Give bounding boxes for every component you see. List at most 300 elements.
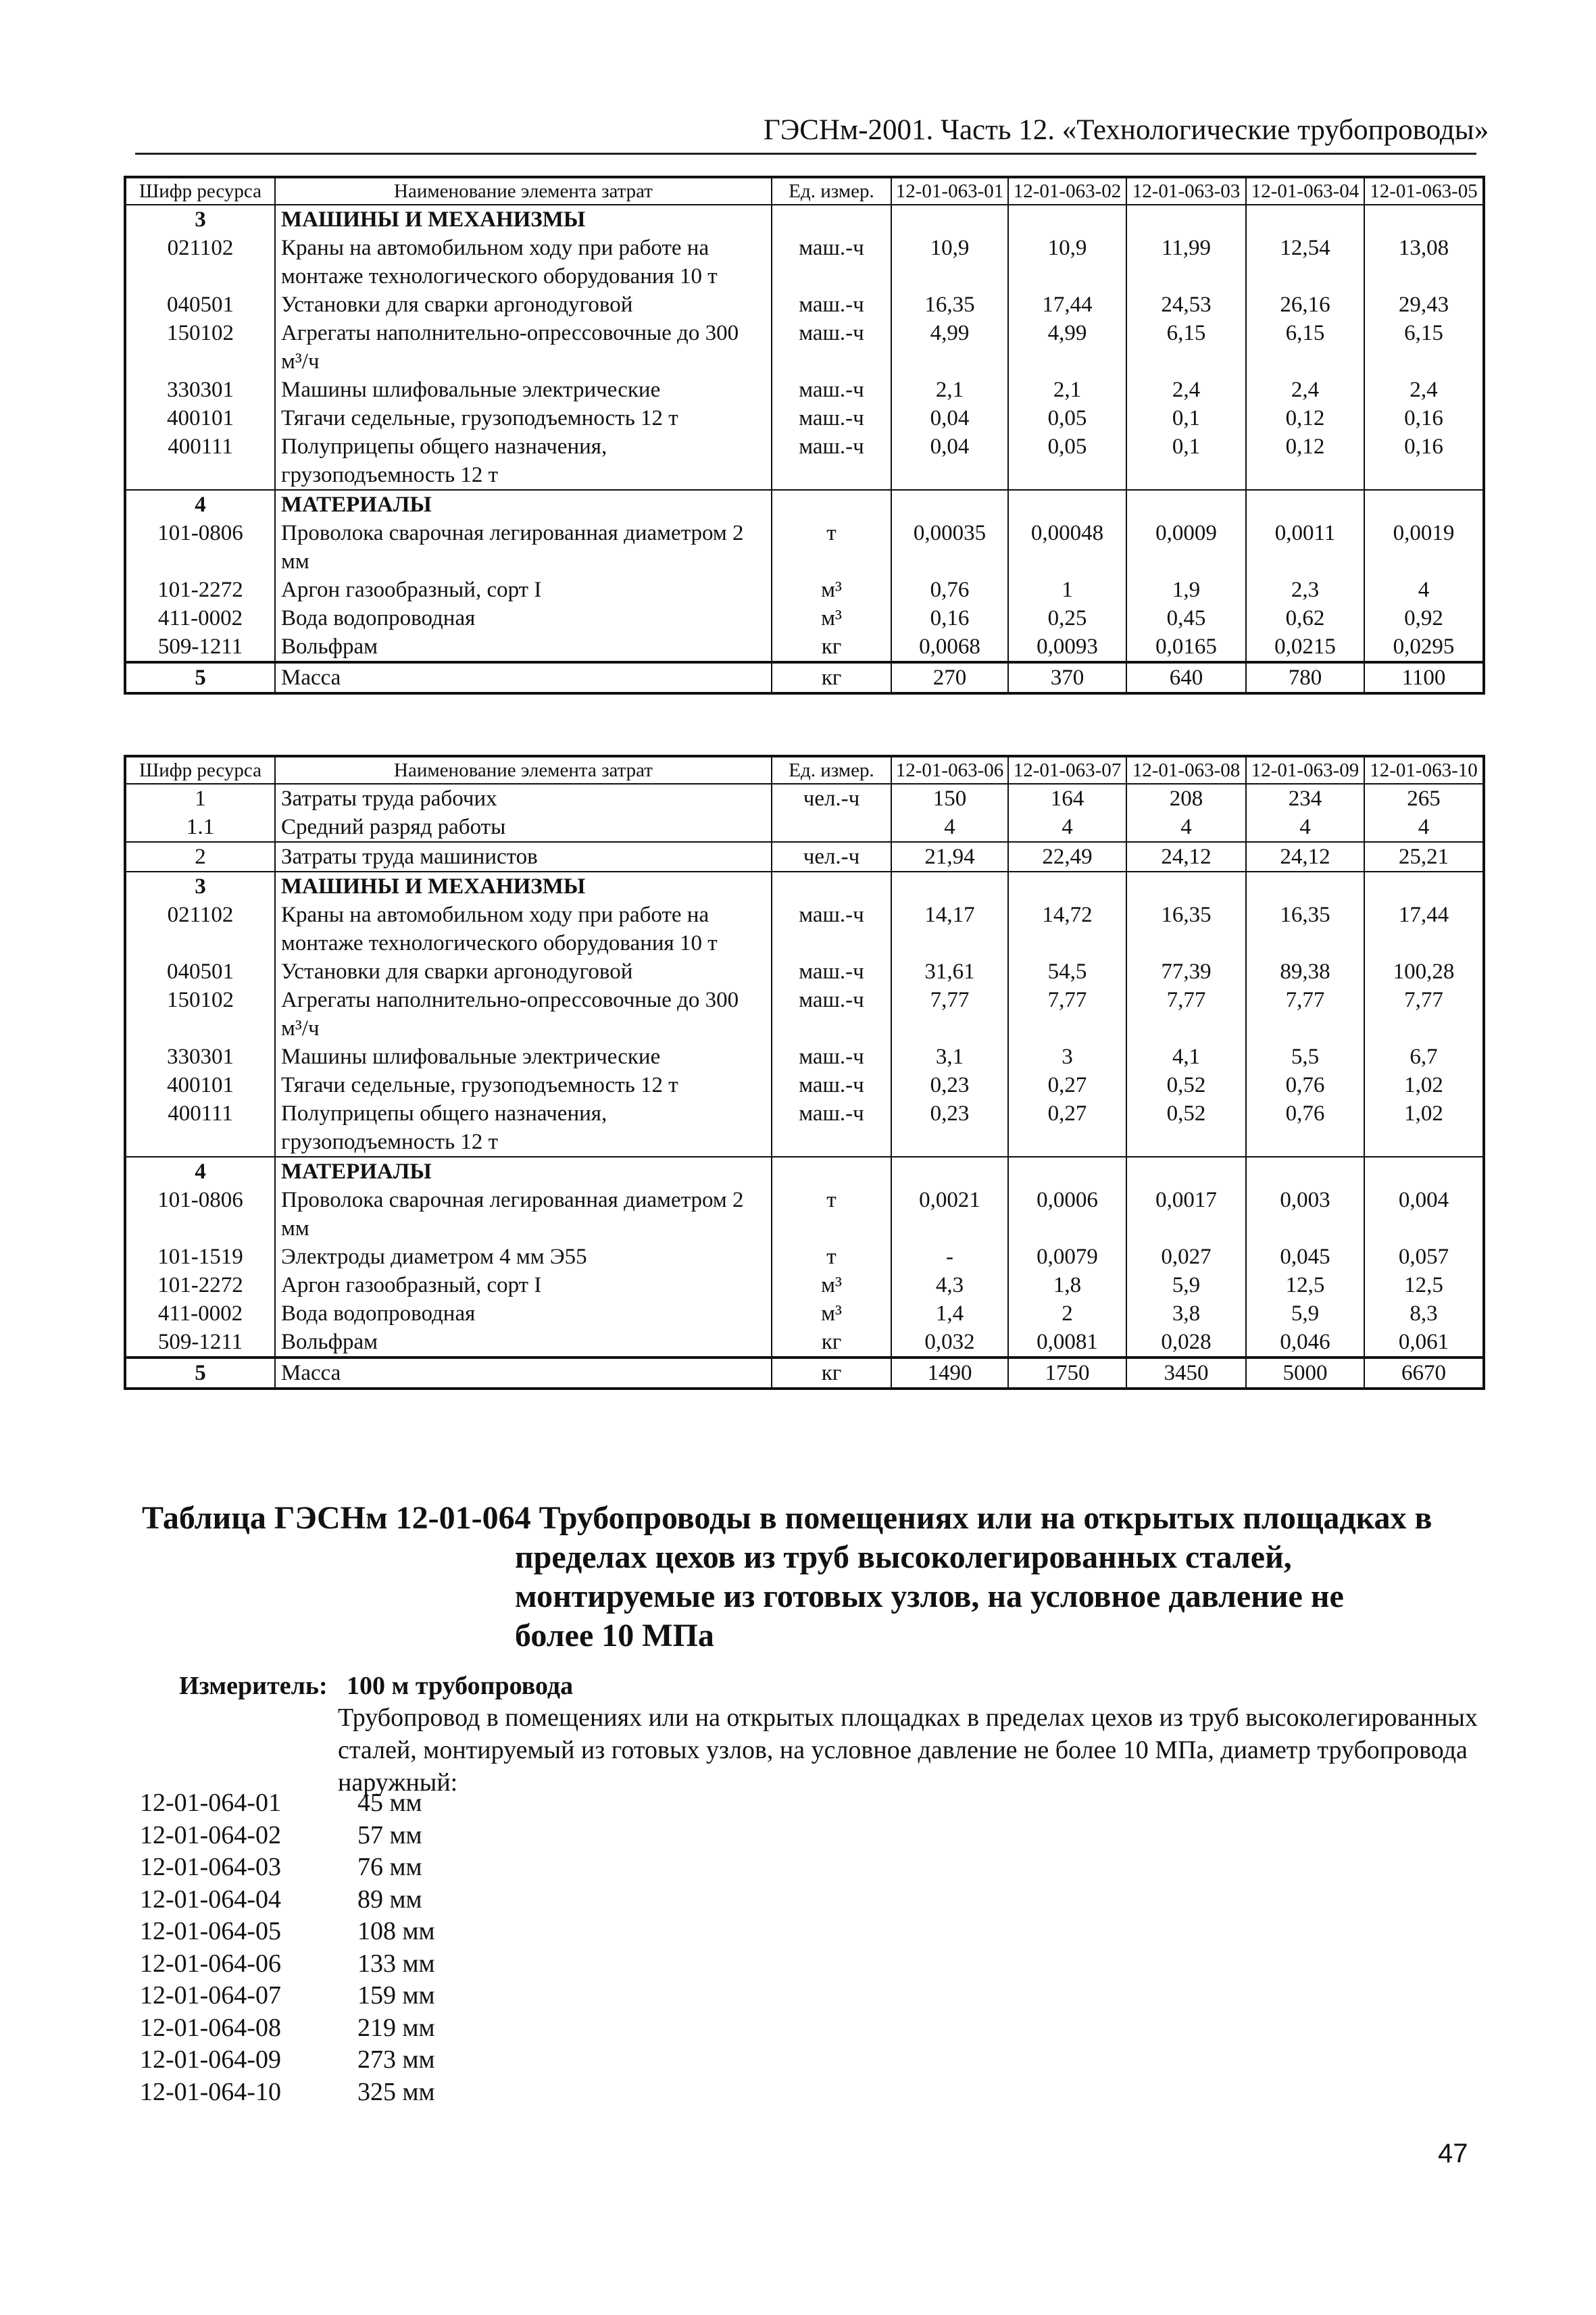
value-cell [891,872,1008,901]
value-cell: 54,5 [1008,957,1126,986]
value-cell: 2,3 [1246,576,1364,604]
unit-cell: чел.-ч [772,842,891,872]
value-cell [1126,205,1246,234]
value-cell: 0,00048 [1008,519,1126,576]
value-cell: 1100 [1364,662,1484,693]
value-cell: 0,16 [1404,406,1443,430]
list-item [140,2044,435,2076]
value-cell: 24,12 [1126,842,1246,872]
header-rule [135,153,1476,155]
value-cell: 4,99 [1008,319,1126,376]
item-diameter: 45 мм [357,1789,422,1817]
table-row [125,872,1484,901]
table-1-body [125,205,1484,693]
value-cell [1126,872,1246,901]
unit-cell: м³ [772,604,891,632]
resource-code-cell: 3 [125,205,275,234]
item-code: 12-01-064-03 [140,1853,281,1881]
unit-cell: маш.-ч [772,1043,891,1071]
value-cell: 0,76 [891,576,1008,604]
list-item [140,2076,435,2109]
value-cell: 12,5 [1404,1273,1443,1297]
resource-name-cell: Аргон газообразный, сорт I [275,576,772,604]
value-cell: 5,9 [1246,1299,1364,1328]
item-code: 12-01-064-10 [140,2077,281,2106]
unit-cell [772,872,891,901]
meter-value: 100 м трубопровода [347,1672,574,1700]
resource-code-cell: 101-0806 [125,519,275,576]
table-row [125,576,1484,604]
header-unit: Ед. измер. [772,177,891,205]
value-cell: 1,02 [1404,1073,1443,1097]
value-cell: 10,9 [1008,234,1126,291]
value-cell: 0,23 [891,1099,1008,1157]
table-row [125,1071,1484,1099]
table-row [125,234,1484,291]
value-cell: 1 [1008,576,1126,604]
value-cell: 4 [1418,578,1430,602]
resource-name-cell: Краны на автомобильном ходу при работе на монтаже технологического оборудования 10 т [275,901,772,957]
list-item [140,1948,435,1981]
value-cell: 4,1 [1126,1043,1246,1071]
value-cell [1246,872,1364,901]
header-col-3: 12-01-063-08 [1126,756,1246,784]
value-cell: 29,43 [1398,293,1449,317]
resource-name-cell: Машины шлифовальные электрические [275,376,772,404]
value-cell: 10,9 [891,234,1008,291]
value-cell: 0,0215 [1246,632,1364,662]
item-diameter: 219 мм [357,2013,435,2042]
value-cell: 7,77 [1404,988,1443,1012]
value-cell: 0,0009 [1126,519,1246,576]
resource-name-cell: Вольфрам [275,632,772,662]
value-cell: 640 [1126,662,1246,693]
resource-code-cell: 400101 [125,1071,275,1099]
resource-name-cell: Электроды диаметром 4 мм Э55 [275,1243,772,1271]
table-row [125,1271,1484,1299]
value-cell: 208 [1126,784,1246,813]
resource-code-cell: 330301 [125,376,275,404]
value-cell: 0,76 [1246,1099,1364,1157]
unit-cell: кг [772,1328,891,1358]
value-cell: 0,0019 [1393,521,1455,545]
unit-cell: чел.-ч [772,784,891,813]
value-cell: 0,76 [1246,1071,1364,1099]
unit-cell: маш.-ч [772,376,891,404]
unit-cell: т [772,519,891,576]
resource-code-cell: 101-0806 [125,1186,275,1243]
table-row [125,813,1484,842]
value-cell: 3 [1008,1043,1126,1071]
value-cell: 0,046 [1246,1328,1364,1358]
item-list [140,1787,435,2108]
value-cell: 5,9 [1126,1271,1246,1299]
item-diameter: 89 мм [357,1885,422,1914]
table-row [125,404,1484,432]
header-col-1: 12-01-063-06 [891,756,1008,784]
unit-cell [772,1157,891,1186]
table-row [125,662,1484,693]
list-item [140,1787,435,1820]
value-cell: 4 [1418,815,1430,839]
value-cell: 13,08 [1398,236,1449,260]
value-cell: 26,16 [1246,291,1364,319]
value-cell: 0,0093 [1008,632,1126,662]
value-cell: 77,39 [1126,957,1246,986]
header-col-3: 12-01-063-03 [1126,177,1246,205]
unit-cell [772,205,891,234]
item-diameter: 133 мм [357,1949,435,1978]
resource-code-cell: 411-0002 [125,1299,275,1328]
value-cell: 0,92 [1404,606,1443,630]
resource-name-cell: МАШИНЫ И МЕХАНИЗМЫ [275,872,772,901]
table-row [125,1358,1484,1389]
table-row [125,986,1484,1043]
unit-cell: м³ [772,1299,891,1328]
value-cell: 1750 [1008,1358,1126,1389]
value-cell: 370 [1008,662,1126,693]
resource-name-cell: МАШИНЫ И МЕХАНИЗМЫ [275,205,772,234]
resource-name-cell: МАТЕРИАЛЫ [275,490,772,519]
item-diameter: 76 мм [357,1853,422,1881]
value-cell: 7,77 [1008,986,1126,1043]
unit-cell: м³ [772,576,891,604]
list-item [140,1916,435,1948]
resource-code-cell: 509-1211 [125,632,275,662]
value-cell: 0,04 [891,432,1008,490]
resource-code-cell: 5 [125,662,275,693]
unit-cell: маш.-ч [772,404,891,432]
value-cell: 0,05 [1008,404,1126,432]
resource-name-cell: Тягачи седельные, грузоподъемность 12 т [275,1071,772,1099]
value-cell: 0,0006 [1008,1186,1126,1243]
resource-name-cell: Проволока сварочная легированная диаметром 2 мм [275,519,772,576]
value-cell: 14,72 [1008,901,1126,957]
value-cell: 0,0021 [891,1186,1008,1243]
resource-name-cell: Тягачи седельные, грузоподъемность 12 т [275,404,772,432]
value-cell: 0,62 [1246,604,1364,632]
value-cell: 12,54 [1246,234,1364,291]
resource-code-cell: 400101 [125,404,275,432]
item-code: 12-01-064-09 [140,2045,281,2074]
value-cell: 234 [1246,784,1364,813]
resource-code-cell: 1.1 [125,813,275,842]
resource-code-cell: 040501 [125,291,275,319]
value-cell: 1,4 [891,1299,1008,1328]
unit-cell: маш.-ч [772,901,891,957]
work-description: Трубопровод в помещениях или на открытых площадках в пределах цехов из труб высоколегированных сталей, монтируемый из готовых узлов, на условное давление не более 10 МПа, диаметр трубопровода наружный: [338,1703,1478,1797]
value-cell: 0,0017 [1126,1186,1246,1243]
resource-code-cell: 2 [125,842,275,872]
resource-name-cell: Масса [275,1358,772,1389]
item-code: 12-01-064-05 [140,1917,281,1945]
table-row [125,957,1484,986]
value-cell: 4,3 [891,1271,1008,1299]
resource-code-cell: 509-1211 [125,1328,275,1358]
value-cell: 0,061 [1398,1330,1449,1354]
resource-name-cell: Машины шлифовальные электрические [275,1043,772,1071]
value-cell [1246,1157,1364,1186]
header-col-4: 12-01-063-04 [1246,177,1364,205]
resource-name-cell: МАТЕРИАЛЫ [275,1157,772,1186]
resource-code-cell: 4 [125,1157,275,1186]
value-cell: 0,045 [1246,1243,1364,1271]
value-cell: 0,52 [1126,1071,1246,1099]
unit-cell: маш.-ч [772,234,891,291]
value-cell: 11,99 [1126,234,1246,291]
unit-cell: т [772,1243,891,1271]
value-cell: 0,27 [1008,1071,1126,1099]
value-cell: 0,0079 [1008,1243,1126,1271]
value-cell [1364,1157,1484,1186]
value-cell: 0,0165 [1126,632,1246,662]
value-cell: 1490 [891,1358,1008,1389]
resource-code-cell: 400111 [125,432,275,490]
value-cell: 1,8 [1008,1271,1126,1299]
value-cell: 0,1 [1126,432,1246,490]
resource-name-cell: Агрегаты наполнительно-опрессовочные до 300 м³/ч [275,319,772,376]
resource-code-cell: 3 [125,872,275,901]
table-heading-line-1: Таблица ГЭСНм 12-01-064 Трубопроводы в помещениях или на открытых площадках в [142,1500,1432,1536]
value-cell: 6,15 [1126,319,1246,376]
value-cell: 7,77 [1126,986,1246,1043]
list-item [140,1884,435,1916]
resource-name-cell: Средний разряд работы [275,813,772,842]
value-cell: 4 [1246,813,1364,842]
value-cell: 2,1 [1008,376,1126,404]
value-cell [1126,1157,1246,1186]
value-cell: 31,61 [891,957,1008,986]
value-cell: - [891,1243,1008,1271]
resource-name-cell: Полуприцепы общего назначения, грузоподъемность 12 т [275,1099,772,1157]
value-cell: 25,21 [1364,842,1484,872]
list-item [140,1820,435,1852]
item-code: 12-01-064-08 [140,2013,281,2042]
resource-table-1 [124,176,1485,695]
header-col-5: 12-01-063-10 [1364,756,1484,784]
header-unit: Ед. измер. [772,756,891,784]
resource-code-cell: 101-1519 [125,1243,275,1271]
resource-name-cell: Установки для сварки аргонодуговой [275,291,772,319]
value-cell: 0,032 [891,1328,1008,1358]
table-row [125,604,1484,632]
list-item [140,1851,435,1884]
table-row [125,490,1484,519]
resource-code-cell: 5 [125,1358,275,1389]
value-cell: 2 [1008,1299,1126,1328]
table-row [125,1299,1484,1328]
unit-cell: маш.-ч [772,432,891,490]
list-item [140,2012,435,2045]
value-cell: 0,0295 [1393,634,1455,659]
unit-cell: маш.-ч [772,1071,891,1099]
table-row [125,1043,1484,1071]
value-cell: 0,52 [1126,1099,1246,1157]
item-diameter: 325 мм [357,2077,435,2106]
resource-name-cell: Масса [275,662,772,693]
header-col-5: 12-01-063-05 [1364,177,1484,205]
value-cell: 3,8 [1126,1299,1246,1328]
value-cell: 0,028 [1126,1328,1246,1358]
value-cell: 0,027 [1126,1243,1246,1271]
value-cell: 24,12 [1246,842,1364,872]
item-code: 12-01-064-01 [140,1789,281,1817]
value-cell: 2,4 [1410,378,1438,402]
resource-code-cell: 040501 [125,957,275,986]
value-cell: 2,4 [1126,376,1246,404]
resource-name-cell: Затраты труда машинистов [275,842,772,872]
unit-cell: маш.-ч [772,1099,891,1157]
header-code: Шифр ресурса [125,756,275,784]
value-cell: 22,49 [1008,842,1126,872]
unit-cell: маш.-ч [772,986,891,1043]
table-row [125,205,1484,234]
value-cell: 0,0068 [891,632,1008,662]
value-cell: 24,53 [1126,291,1246,319]
table-2-body [125,784,1484,1389]
value-cell: 4 [1008,813,1126,842]
value-cell: 0,45 [1126,604,1246,632]
resource-code-cell: 4 [125,490,275,519]
resource-code-cell: 330301 [125,1043,275,1071]
value-cell: 0,27 [1008,1099,1126,1157]
value-cell: 7,77 [1246,986,1364,1043]
unit-cell: кг [772,662,891,693]
list-item [140,1980,435,2012]
table-row [125,784,1484,813]
unit-cell [772,490,891,519]
value-cell [1246,205,1364,234]
value-cell [1364,490,1484,519]
value-cell: 4 [891,813,1008,842]
resource-code-cell: 101-2272 [125,576,275,604]
value-cell: 89,38 [1246,957,1364,986]
value-cell: 6,15 [1404,321,1443,345]
table-heading [142,1499,1432,1656]
value-cell: 0,057 [1398,1245,1449,1269]
table-row [125,319,1484,376]
header-code: Шифр ресурса [125,177,275,205]
value-cell: 5000 [1246,1358,1364,1389]
value-cell [1126,490,1246,519]
value-cell: 0,12 [1246,404,1364,432]
value-cell: 164 [1008,784,1126,813]
table-row [125,842,1484,872]
unit-cell: маш.-ч [772,957,891,986]
value-cell: 1,02 [1404,1101,1443,1126]
resource-name-cell: Установки для сварки аргонодуговой [275,957,772,986]
value-cell [1364,872,1484,901]
resource-code-cell: 400111 [125,1099,275,1157]
header-col-4: 12-01-063-09 [1246,756,1364,784]
resource-name-cell: Вода водопроводная [275,1299,772,1328]
header-name: Наименование элемента затрат [275,177,772,205]
value-cell: 4 [1126,813,1246,842]
unit-cell: т [772,1186,891,1243]
value-cell: 0,16 [1404,434,1443,459]
header-col-2: 12-01-063-07 [1008,756,1126,784]
table-heading-line-2: пределах цехов из труб высоколегированных сталей, [515,1539,1292,1575]
value-cell: 265 [1364,784,1484,813]
unit-cell: кг [772,1358,891,1389]
value-cell: 16,35 [891,291,1008,319]
item-diameter: 273 мм [357,2045,435,2074]
value-cell [891,490,1008,519]
table-row [125,291,1484,319]
value-cell [891,1157,1008,1186]
resource-name-cell: Аргон газообразный, сорт I [275,1271,772,1299]
item-code: 12-01-064-02 [140,1820,281,1849]
resource-name-cell: Вода водопроводная [275,604,772,632]
table-row [125,1328,1484,1358]
resource-code-cell: 021102 [125,901,275,957]
resource-name-cell: Проволока сварочная легированная диаметром 2 мм [275,1186,772,1243]
unit-cell: м³ [772,1271,891,1299]
value-cell: 2,4 [1246,376,1364,404]
unit-cell [772,813,891,842]
value-cell [1008,205,1126,234]
header-col-2: 12-01-063-02 [1008,177,1126,205]
value-cell: 0,25 [1008,604,1126,632]
item-code: 12-01-064-07 [140,1981,281,2010]
value-cell: 3450 [1126,1358,1246,1389]
item-diameter: 159 мм [357,1981,435,2010]
table-heading-line-4: более 10 МПа [515,1618,714,1653]
resource-code-cell: 411-0002 [125,604,275,632]
resource-code-cell: 150102 [125,319,275,376]
resource-name-cell: Краны на автомобильном ходу при работе на монтаже технологического оборудования 10 т [275,234,772,291]
item-code: 12-01-064-06 [140,1949,281,1978]
value-cell [1008,1157,1126,1186]
table-row [125,1099,1484,1157]
value-cell: 0,16 [891,604,1008,632]
value-cell: 0,00035 [891,519,1008,576]
value-cell: 0,12 [1246,432,1364,490]
value-cell: 0,1 [1126,404,1246,432]
resource-code-cell: 1 [125,784,275,813]
header-col-1: 12-01-063-01 [891,177,1008,205]
table-row [125,432,1484,490]
resource-name-cell: Полуприцепы общего назначения, грузоподъемность 12 т [275,432,772,490]
value-cell [1364,205,1484,234]
table-row [125,376,1484,404]
table-row [125,519,1484,576]
table-row [125,1157,1484,1186]
unit-cell: кг [772,632,891,662]
meter-label: Измеритель: [179,1672,328,1700]
value-cell: 6670 [1364,1358,1484,1389]
table-heading-line-3: монтируемые из готовых узлов, на условное давление не [515,1578,1344,1614]
table-row [125,632,1484,662]
resource-name-cell: Агрегаты наполнительно-опрессовочные до 300 м³/ч [275,986,772,1043]
value-cell: 14,17 [891,901,1008,957]
value-cell: 150 [891,784,1008,813]
running-title: ГЭСНм-2001. Часть 12. «Технологические трубопроводы» [764,114,1489,146]
resource-code-cell: 150102 [125,986,275,1043]
table-row [125,901,1484,957]
value-cell: 0,003 [1246,1186,1364,1243]
resource-name-cell: Затраты труда рабочих [275,784,772,813]
value-cell: 4,99 [891,319,1008,376]
value-cell [1246,490,1364,519]
resource-table-2 [124,755,1485,1390]
value-cell: 17,44 [1008,291,1126,319]
item-diameter: 108 мм [357,1917,435,1945]
table-row [125,1186,1484,1243]
value-cell: 0,004 [1398,1188,1449,1212]
resource-code-cell: 021102 [125,234,275,291]
value-cell: 16,35 [1246,901,1364,957]
